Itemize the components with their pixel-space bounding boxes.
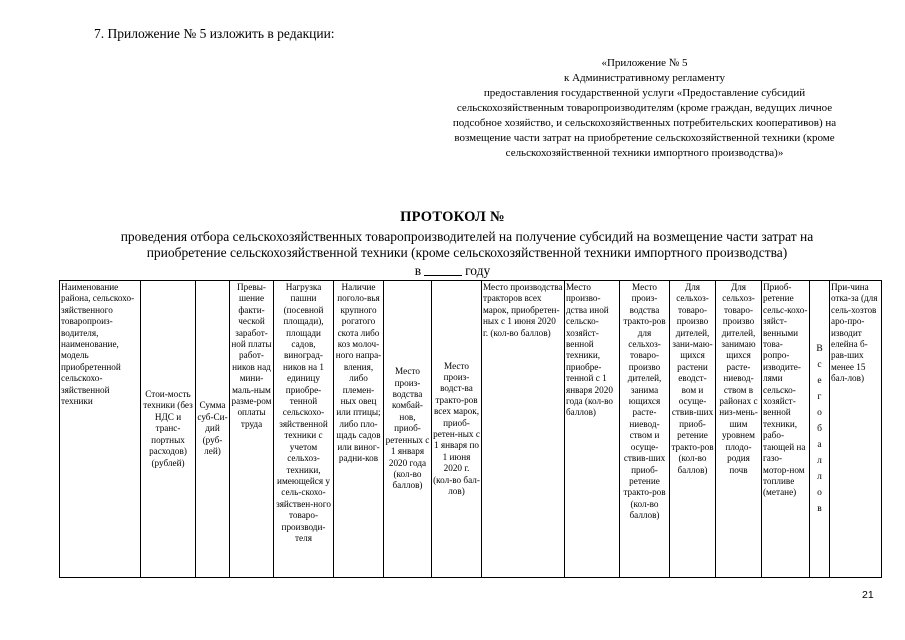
page-number: 21 — [862, 589, 874, 601]
protocol-subtitle-line: приобретение сельскохозяйственной техники (кроме сельскохозяйственной техники импортного производства) — [146, 245, 788, 260]
column-header: Наименование района, сельскохо-зяйственного товаропроиз-водителя, наименование, модель приобретенной сельскохо-зяйственной техники — [60, 281, 141, 578]
column-header: Место произ-водства тракто-ров для сельхоз-товаро-произво дителей, занима ющихся расте-ниевод-ством и осуще-ствив-ших приоб-ретение тракто-ров (кол-во баллов) — [620, 281, 670, 578]
column-header: Всего баллов — [816, 344, 823, 514]
protocol-subtitle — [52, 229, 882, 261]
year-prefix: в — [414, 263, 422, 278]
column-header: Место производства тракторов всех марок, приобретен-ных с 1 июня 2020 г. (кол-во баллов) — [482, 281, 565, 578]
appendix-line: подсобное хозяйство, и сельскохозяйственных потребительских кооперативов) на — [452, 117, 837, 129]
column-header: Сумма суб-Си-дий (руб-лей) — [196, 281, 230, 578]
column-header: Место произво-дства иной сельско-хозяйст-венной техники, приобре-тенной с 1 января 2020 года (кол-во баллов) — [565, 281, 620, 578]
appendix-line: возмещение части затрат на приобретение сельскохозяйственной техники (кроме — [454, 132, 835, 144]
amendment-intro-text: 7. Приложение № 5 изложить в редакции: — [94, 26, 335, 41]
appendix-line: к Административному регламенту — [563, 72, 726, 84]
appendix-line: предоставления государственной услуги «Предоставление субсидий — [483, 87, 806, 99]
year-suffix: году — [465, 263, 491, 278]
column-header: Нагрузка пашни (посевной площади), площади садов, виноград-ников на 1 единицу приобре-тенной сельскохо-зяйственной техники с учетом сельхоз-техники, имеющейся у сель-скохо-зяйствен-ного товаро-производи-теля — [274, 281, 334, 578]
protocol-subtitle-line: проведения отбора сельскохозяйственных товаропроизводителей на получение субсидий на возмещение части затрат на — [120, 229, 814, 244]
protocol-year-line — [0, 263, 905, 279]
column-header: Приоб-ретение сельс-кохо-зяйст-венными това-ропро-изводите-лями сельско-хозяйст-венной техники, рабо-тающей на газо-мотор-ном топливе (метане) — [762, 281, 810, 578]
year-blank-field — [424, 263, 462, 276]
appendix-header — [402, 56, 887, 161]
appendix-line: сельскохозяйственной техники импортного производства)» — [505, 147, 784, 159]
column-header: Превы-шение факти-ческой заработ-ной платы работ-ников над мини-маль-ным разме-ром оплаты труда — [230, 281, 274, 578]
column-header: Стои-мость техники (без НДС и транс-портных расходов) (рублей) — [141, 281, 196, 578]
column-header: Для сельхоз-товаро-произво дителей, зани-маю-щихся растени еводст-вом и осуще-ствив-ших приоб-ретение тракто-ров (кол-во баллов) — [670, 281, 716, 578]
table-header-row — [60, 281, 882, 578]
column-header: Место произ-водства комбай-нов, приоб-ретенных с 1 января 2020 года (кол-во баллов) — [384, 281, 432, 578]
column-header: При-чина отка-за (для сель-хозтов аро-про-изводит елейна б-рав-ших менее 15 бал-лов) — [830, 281, 882, 578]
appendix-line: «Приложение № 5 — [601, 57, 688, 69]
column-header: Место произ-водст-ва тракто-ров всех марок, приоб-ретен-ных с 1 января по 1 июня 2020 г. (кол-во бал-лов) — [432, 281, 482, 578]
appendix-line: сельскохозяйственным товаропроизводителям (кроме граждан, ведущих личное — [456, 102, 833, 114]
column-header: Для сельхоз-товаро-произво дителей, занимаю щихся расте-ниевод-ством в районах с низ-мень-шим уровнем плодо-родия почв — [716, 281, 762, 578]
column-header-vertical — [810, 281, 830, 578]
protocol-title: ПРОТОКОЛ № — [400, 209, 505, 225]
protocol-table — [59, 280, 882, 578]
column-header: Наличие поголо-вья крупного рогатого скота либо коз молоч-ного напра-вления, либо племен-ных овец или птицы; либо пло-щадь садов или виног-радни-ков — [334, 281, 384, 578]
